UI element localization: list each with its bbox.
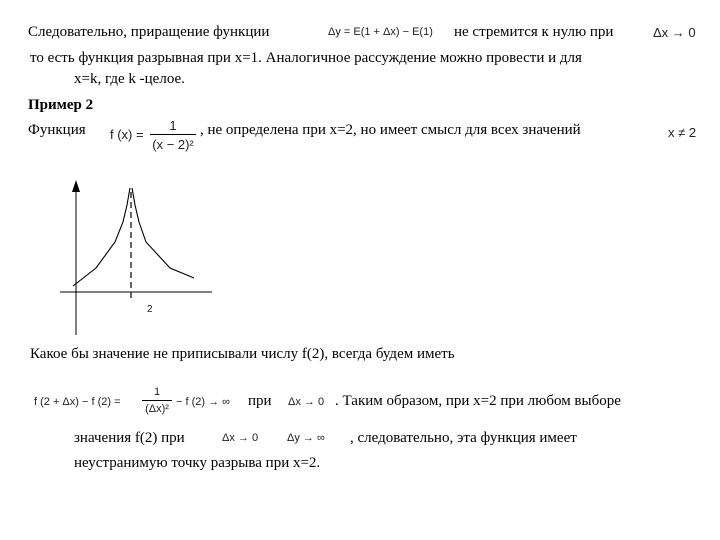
formula-limit-numerator: 1 xyxy=(153,386,161,398)
text-line3: x=k, где k -целое. xyxy=(74,71,185,87)
formula-f-lhs: f (x) = xyxy=(110,127,144,142)
formula-f-numerator: 1 xyxy=(169,118,177,133)
formula-limit-lhs: f (2 + Δx) − f (2) = xyxy=(34,396,121,408)
formula-increment: Δy = E(1 + Δx) − E(1) xyxy=(328,26,433,38)
y-axis-arrow xyxy=(72,180,80,192)
text-thus: . Таким образом, при x=2 при любом выборе xyxy=(335,393,621,409)
text-values: значения f(2) при xyxy=(74,430,185,446)
text-line1-a: Следовательно, приращение функции xyxy=(28,24,270,40)
text-line2: то есть функция разрывная при x=1. Аналогичное рассуждение можно провести и для xyxy=(30,50,582,66)
formula-limit-denominator: (Δx)² xyxy=(145,403,169,415)
formula-limit-rhs: − f (2) → ∞ xyxy=(176,396,230,408)
formula-dx-to-zero-3: Δx → 0 xyxy=(222,432,259,444)
text-therefore: , следовательно, эта функция имеет xyxy=(350,430,577,446)
curve-left-branch xyxy=(73,188,130,286)
text-line1-b: не стремится к нулю при xyxy=(454,24,614,40)
formula-dx-to-zero-2: Δx → 0 xyxy=(288,396,325,408)
formula-limit-fraction-bar xyxy=(142,400,172,401)
text-pri: при xyxy=(248,393,272,409)
x-tick-label-2: 2 xyxy=(147,304,153,315)
text-last-line: неустранимую точку разрыва при x=2. xyxy=(74,455,321,471)
example-title: Пример 2 xyxy=(28,97,94,113)
formula-dx-to-zero: Δx → 0 xyxy=(653,25,696,40)
text-any-value: Какое бы значение не приписывали числу f(2), всегда будем иметь xyxy=(30,346,455,362)
curve-right-branch xyxy=(132,188,194,278)
text-function: Функция xyxy=(28,122,86,138)
formula-x-ne-2: x ≠ 2 xyxy=(668,125,697,140)
formula-dy-to-infinity: Δy → ∞ xyxy=(287,432,325,444)
text-function-b: , не определена при x=2, но имеет смысл для всех значений xyxy=(200,122,581,138)
formula-f-denominator: (x − 2)² xyxy=(152,137,194,152)
